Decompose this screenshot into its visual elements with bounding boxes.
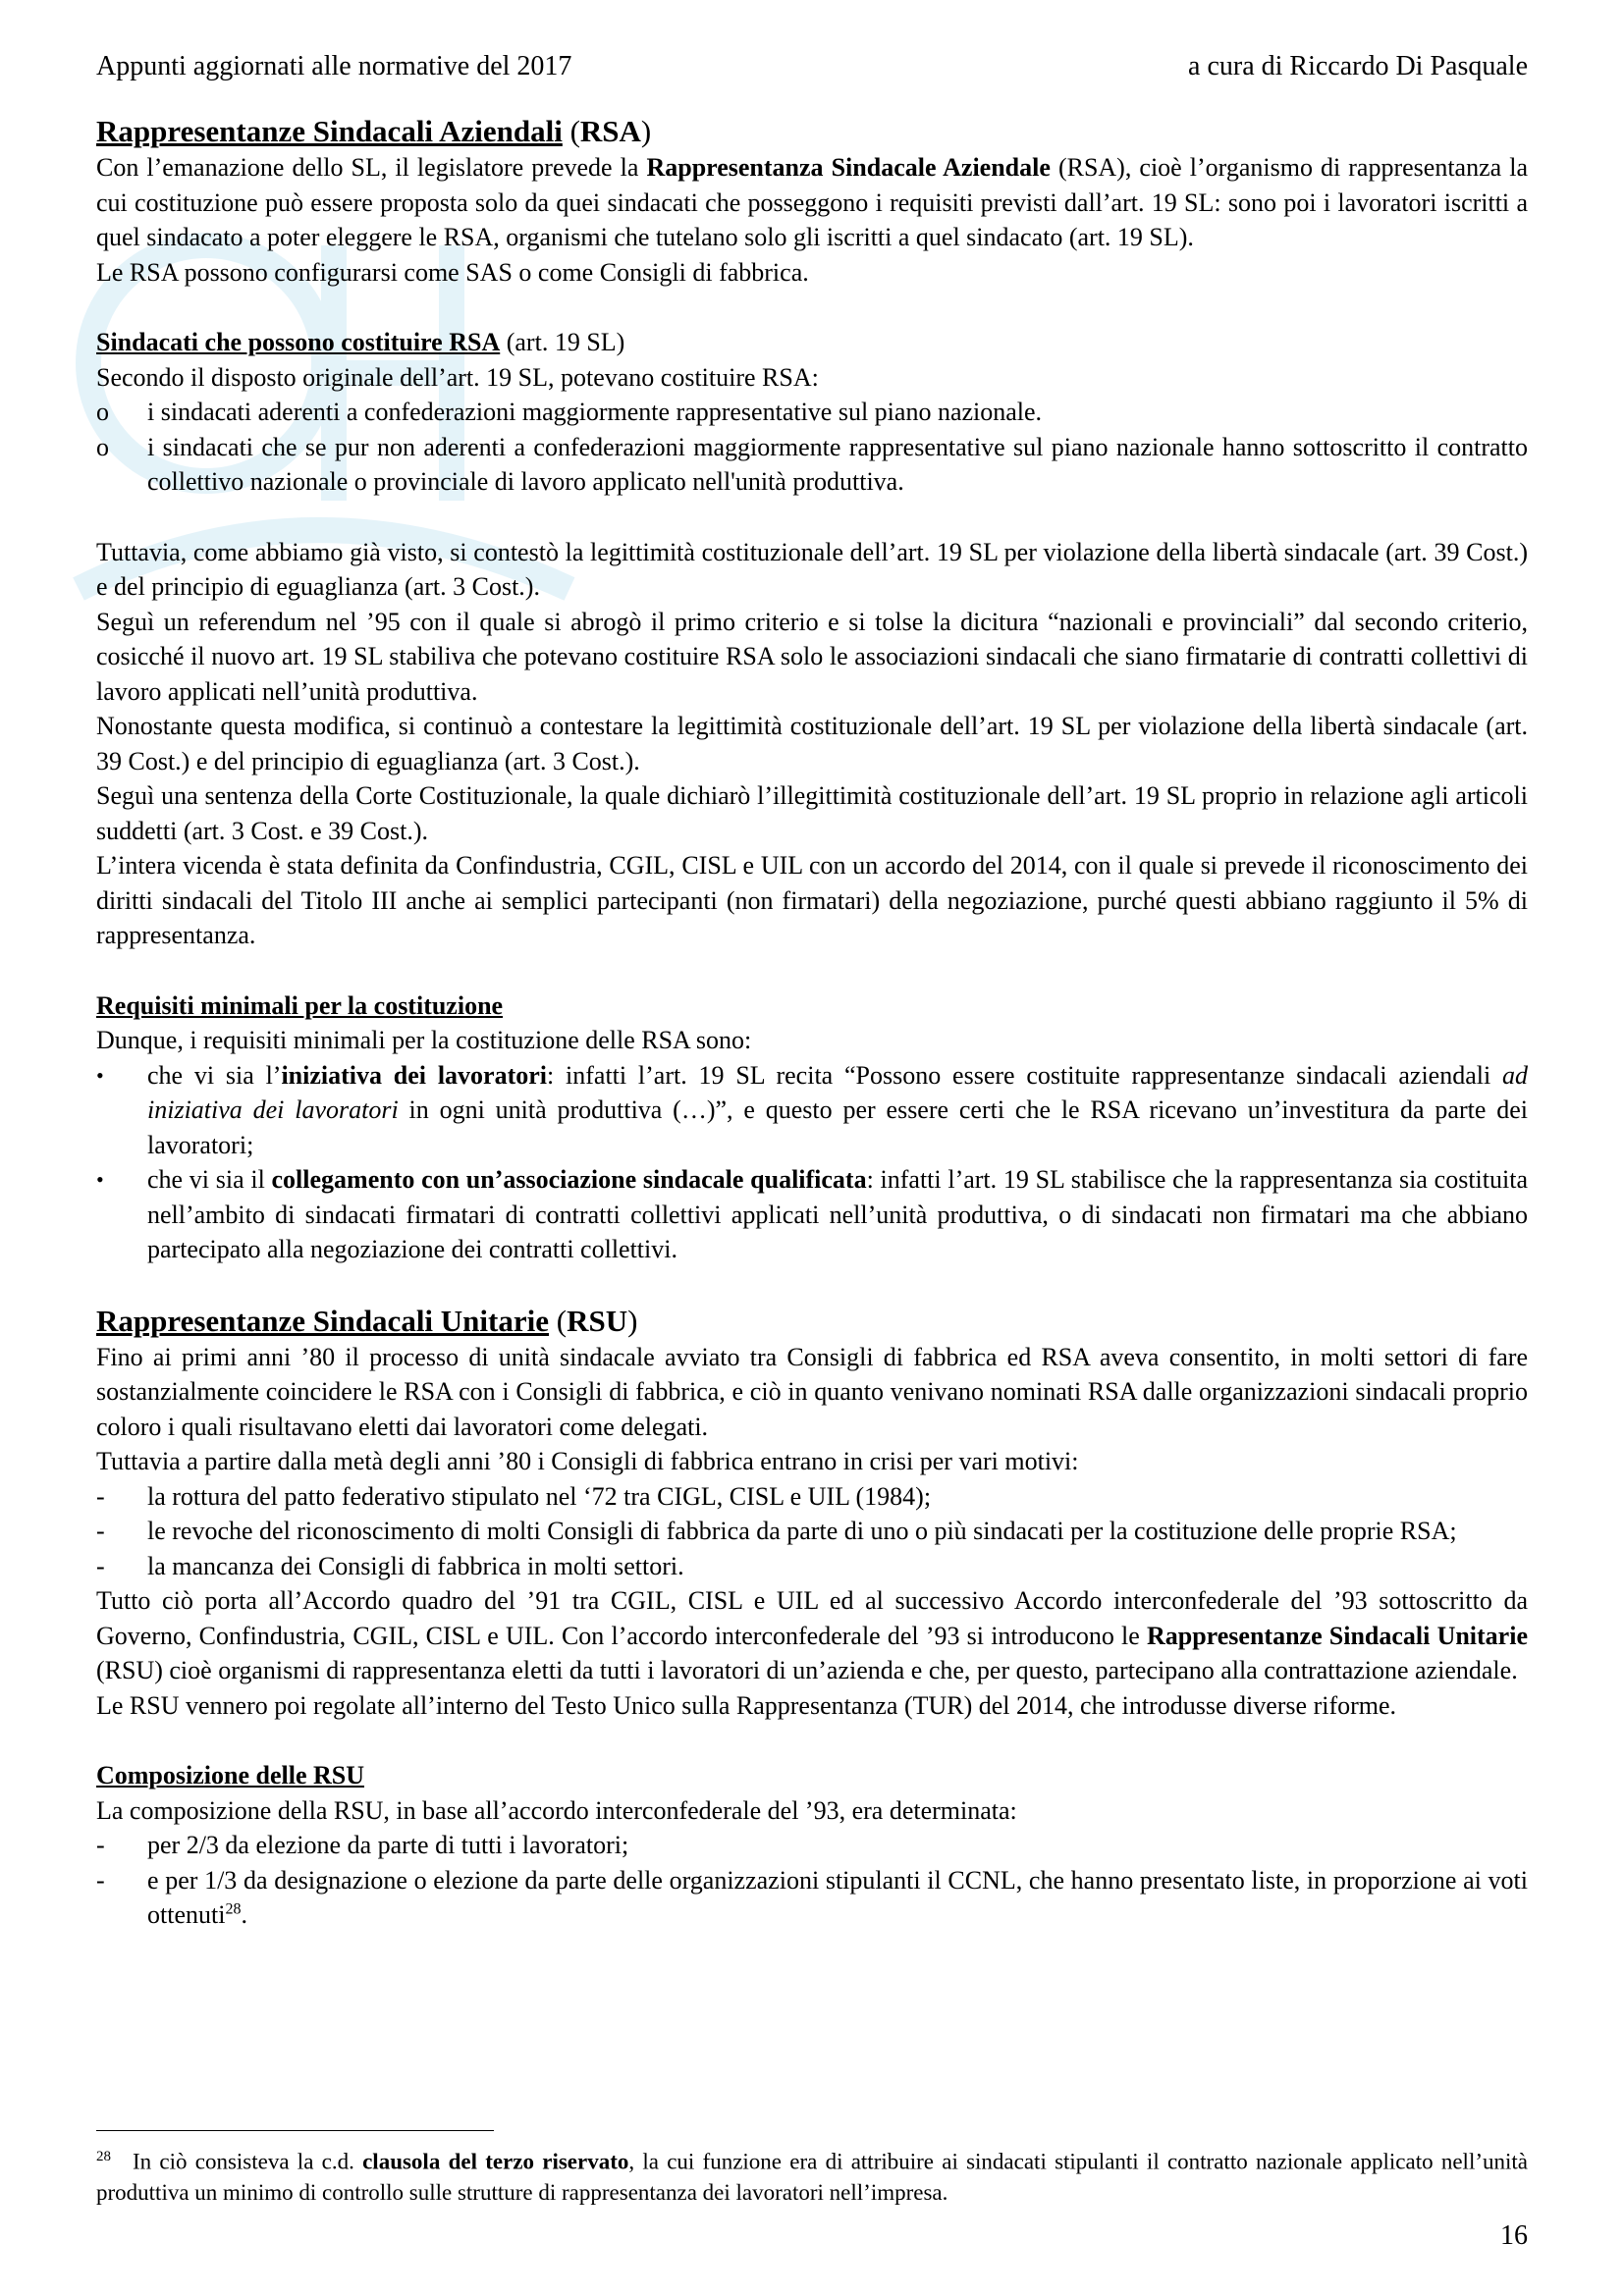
footnote-reference[interactable]: 28 [225, 1900, 242, 1918]
paragraph: Seguì una sentenza della Corte Costituzionale, la quale dichiarò l’illegittimità costituzionale dell’art. 19 SL proprio in relazione agli articoli suddetti (art. 3 Cost. e 39 Cost.). [96, 781, 1528, 845]
document-body [96, 113, 1528, 1933]
crisis-reasons-list [96, 1479, 1528, 1584]
paragraph: Seguì un referendum nel ’95 con il quale si abrogò il primo criterio e si tolse la dicitura “nazionali e provinciali” dal secondo criterio, cosicché il nuovo art. 19 SL stabiliva che potevano costituire RSA solo le associazioni sindacali che siano firmatarie di contratti collettivi di lavoro applicati nell’unità produttiva. [96, 607, 1528, 706]
heading-requisiti: Requisiti minimali per la costituzione [96, 990, 504, 1020]
header-left: Appunti aggiornati alle normative del 2017 [96, 51, 572, 81]
paragraph: Tuttavia a partire dalla metà degli anni ’80 i Consigli di fabbrica entrano in crisi per vari motivi: [96, 1447, 1079, 1475]
paragraph: Secondo il disposto originale dell’art. 19 SL, potevano costituire RSA: [96, 362, 819, 392]
page-header [96, 51, 1528, 82]
list-item: o i sindacati che se pur non aderenti a confederazioni maggiormente rappresentative sul piano nazionale hanno sottoscritto il contratto collettivo nazionale o provinciale di lavoro applicato nell'unità produttiva. [96, 432, 1528, 496]
list-item: • che vi sia l’iniziativa dei lavoratori: infatti l’art. 19 SL recita “Possono essere costituite rappresentanze sindacali aziendali ad iniziativa dei lavoratori in ogni unità produttiva (…)”, e questo per essere certi che le RSA ricevano un’investitura da parte dei lavoratori; [96, 1060, 1528, 1159]
list-item: - per 2/3 da elezione da parte di tutti i lavoratori; [96, 1831, 629, 1859]
footnote-divider [96, 2130, 494, 2131]
paragraph: L’intera vicenda è stata definita da Confindustria, CGIL, CISL e UIL con un accordo del 2014, con il quale si prevede il riconoscimento dei diritti sindacali del Titolo III anche ai semplici partecipanti (non firmatari) della negoziazione, purché questi abbiano raggiunto il 5% di rappresentanza. [96, 851, 1528, 949]
requirements-list [96, 1058, 1528, 1267]
footnote: $^{28}$ In ciò consisteva la c.d. clausola del terzo riservato, la cui funzione era di attribuire ai sindacati stipulanti il contratto nazionale applicato nell’unità produttiva un minimo di controllo sulle strutture di rappresentanza dei lavoratori nell’impresa. [96, 2149, 1528, 2205]
paragraph: Dunque, i requisiti minimali per la costituzione delle RSA sono: [96, 1026, 752, 1054]
paragraph: Le RSA possono configurarsi come SAS o come Consigli di fabbrica. [96, 257, 809, 287]
list-item: - le revoche del riconoscimento di molti Consigli di fabbrica da parte di uno o più sindacati per la costituzione delle proprie RSA; [96, 1517, 1457, 1545]
paragraph: Tutto ciò porta all’Accordo quadro del ’91 tra CGIL, CISL e UIL ed al successivo Accordo interconfederale del ’93 sottoscritto da Governo, Confindustria, CGIL, CISL e UIL. Con l’accordo interconfederale del ’93 si introducono le Rappresentanze Sindacali Unitarie (RSU) cioè organismi di rappresentanza eletti da tutti i lavoratori di un’azienda e che, per questo, partecipano alla contrattazione aziendale. [96, 1586, 1528, 1684]
heading-rsa: Rappresentanze Sindacali Aziendali (RSA) [96, 114, 652, 148]
list-item: - e per 1/3 da designazione o elezione da parte delle organizzazioni stipulanti il CCNL, che hanno presentato liste, in proporzione ai voti ottenuti$^{28}$. [96, 1865, 1528, 1929]
heading-composizione: Composizione delle RSU [96, 1761, 364, 1789]
paragraph: Nonostante questa modifica, si continuò a contestare la legittimità costituzionale dell’art. 19 SL per violazione della libertà sindacale (art. 39 Cost.) e del principio di eguaglianza (art. 3 Cost.). [96, 712, 1528, 775]
heading-sindacati: Sindacati che possono costituire RSA (art. 19 SL) [96, 328, 625, 356]
paragraph: Con l’emanazione dello SL, il legislatore prevede la Rappresentanza Sindacale Aziendale (RSA), cioè l’organismo di rappresentanza la cui costituzione può essere proposta solo da quei sindacati che posseggono i requisiti previsti dall’art. 19 SL: sono poi i lavoratori iscritti a quel sindacato a poter eleggere le RSA, organismi che tutelano solo gli iscritti a quel sindacato (art. 19 SL). [96, 153, 1528, 251]
heading-rsu: Rappresentanze Sindacali Unitarie (RSU) [96, 1303, 638, 1338]
composition-list [96, 1828, 1528, 1933]
list-item: • che vi sia il collegamento con un’associazione sindacale qualificata: infatti l’art. 19 SL stabilisce che la rappresentanza sia costituita nell’ambito di sindacati firmatari di contratti collettivi applicati nell’unità produttiva, o di sindacati non firmatari ma che abbiano partecipato alla negoziazione dei contratti collettivi. [96, 1165, 1528, 1263]
list-item: o i sindacati aderenti a confederazioni maggiormente rappresentative sul piano nazionale. [96, 398, 1043, 426]
page-number: 16 [1500, 2220, 1528, 2251]
paragraph: La composizione della RSU, in base all’accordo interconfederale del ’93, era determinata: [96, 1795, 1017, 1825]
criteria-list [96, 395, 1528, 500]
paragraph: Fino ai primi anni ’80 il processo di unità sindacale avviato tra Consigli di fabbrica ed RSA aveva consentito, in molti settori di fare sostanzialmente coincidere le RSA con i Consigli di fabbrica, e ciò in quanto venivano nominati RSA dalle organizzazioni sindacali proprio coloro i quali risultavano eletti dai lavoratori come delegati. [96, 1342, 1528, 1441]
paragraph: Tuttavia, come abbiamo già visto, si contestò la legittimità costituzionale dell’art. 19 SL per violazione della libertà sindacale (art. 39 Cost.) e del principio di eguaglianza (art. 3 Cost.). [96, 537, 1528, 601]
list-item: - la rottura del patto federativo stipulato nel ‘72 tra CIGL, CISL e UIL (1984); [96, 1481, 932, 1511]
list-item: - la mancanza dei Consigli di fabbrica in molti settori. [96, 1551, 684, 1580]
footnote-number: 28 [96, 2149, 111, 2164]
paragraph: Le RSU vennero poi regolate all’interno del Testo Unico sulla Rappresentanza (TUR) del 2014, che introdusse diverse riforme. [96, 1690, 1397, 1720]
header-right: a cura di Riccardo Di Pasquale [1188, 51, 1528, 81]
